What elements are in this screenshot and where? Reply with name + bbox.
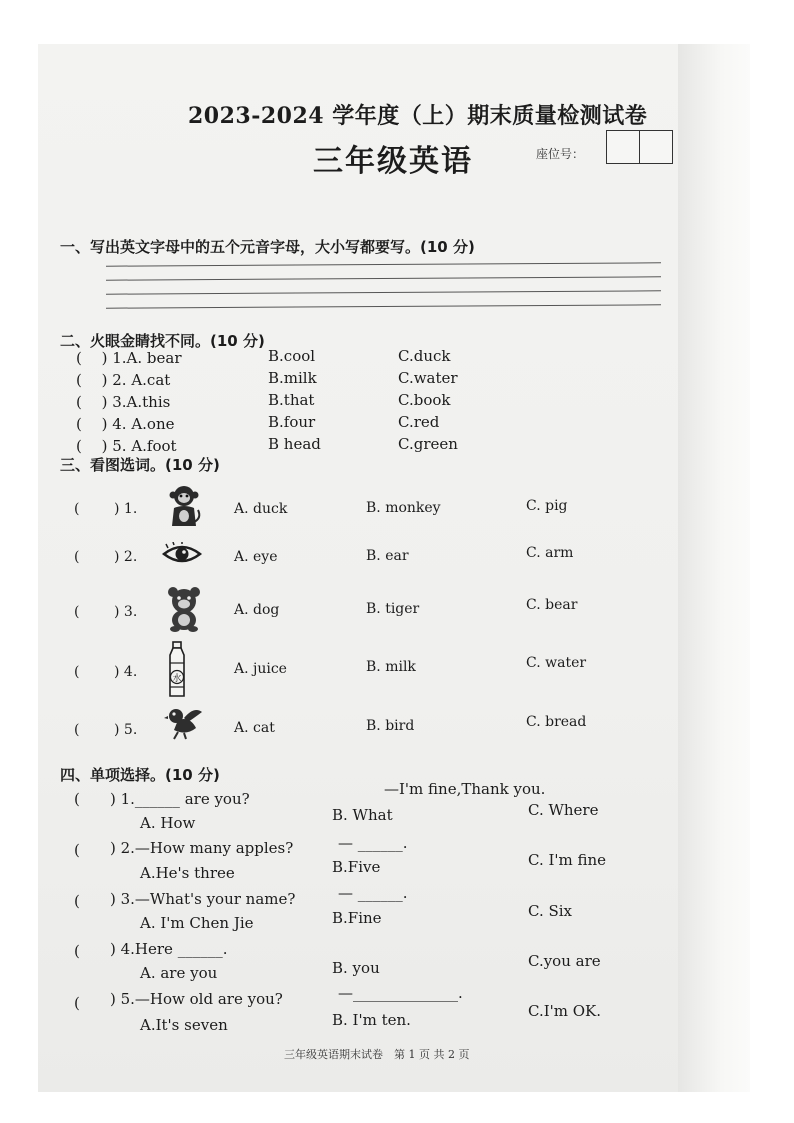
s3-q4-option-b: B. milk bbox=[366, 659, 416, 675]
s2-q1-option-b: B.cool bbox=[268, 347, 316, 365]
s3-q1-option-b: B. monkey bbox=[366, 500, 441, 516]
s4-q1-reply: —I'm fine,Thank you. bbox=[384, 780, 546, 798]
exam-title: 2023-2024 学年度（上）期末质量检测试卷 bbox=[188, 103, 648, 129]
page-edge-shadow bbox=[678, 44, 750, 1092]
section1-title: 一、写出英文字母中的五个元音字母，大小写都要写。(10 分) bbox=[60, 238, 475, 256]
seat-number-box-2[interactable] bbox=[639, 130, 673, 164]
s4-q5-question: ) 5.—How old are you? bbox=[110, 990, 283, 1008]
s3-q5-option-a: A. cat bbox=[234, 720, 275, 736]
s3-q3-option-a: A. dog bbox=[234, 602, 280, 618]
s4-q1-option-b: B. What bbox=[332, 806, 393, 824]
monkey-icon bbox=[166, 484, 202, 528]
s4-q1-question: ) 1.______ are you? bbox=[110, 790, 250, 808]
s4-q3-reply: — ______. bbox=[338, 884, 408, 902]
bird-icon bbox=[164, 706, 204, 740]
s4-q1-paren: ( bbox=[74, 790, 80, 808]
s4-q2-reply: — ______. bbox=[338, 834, 408, 852]
s3-q3-paren: ( bbox=[74, 604, 80, 620]
s3-q4-option-a: A. juice bbox=[234, 661, 287, 677]
s2-q3-option-b: B.that bbox=[268, 391, 315, 409]
s3-q2-option-c: C. arm bbox=[526, 545, 574, 561]
s3-q2-number: ) 2. bbox=[114, 549, 138, 565]
s2-q4-option-a: ( ) 4. A.one bbox=[76, 415, 175, 433]
s4-q2-option-a: A.He's three bbox=[140, 864, 235, 882]
s2-q5-option-a: ( ) 5. A.foot bbox=[76, 437, 177, 455]
s4-q2-question: ) 2.—How many apples? bbox=[110, 839, 294, 857]
s4-q1-option-a: A. How bbox=[140, 814, 196, 832]
s4-q5-option-c: C.I'm OK. bbox=[528, 1002, 602, 1020]
s4-q4-option-b: B. you bbox=[332, 959, 380, 977]
s4-q2-paren: ( bbox=[74, 841, 80, 859]
s3-q1-paren: ( bbox=[74, 501, 80, 517]
s4-q3-option-b: B.Fine bbox=[332, 909, 382, 927]
s2-q2-option-a: ( ) 2. A.cat bbox=[76, 371, 171, 389]
section2-title: 二、火眼金睛找不同。(10 分) bbox=[60, 332, 265, 350]
s2-q2-option-b: B.milk bbox=[268, 369, 317, 387]
s4-q5-reply: —______________. bbox=[338, 984, 463, 1002]
s3-q5-option-b: B. bird bbox=[366, 718, 415, 734]
water-bottle-icon bbox=[164, 641, 190, 699]
section3-title: 三、看图选词。(10 分) bbox=[60, 456, 220, 474]
exam-subtitle: 三年级英语 bbox=[313, 144, 473, 179]
eye-icon bbox=[162, 542, 202, 566]
s2-q3-option-c: C.book bbox=[398, 391, 451, 409]
s2-q5-option-c: C.green bbox=[398, 435, 458, 453]
s4-q3-question: ) 3.—What's your name? bbox=[110, 890, 296, 908]
s3-q2-paren: ( bbox=[74, 549, 80, 565]
s3-q4-option-c: C. water bbox=[526, 655, 587, 671]
s4-q3-option-c: C. Six bbox=[528, 902, 573, 920]
exam-paper bbox=[38, 44, 678, 1092]
s4-q4-question: ) 4.Here ______. bbox=[110, 940, 228, 958]
s3-q2-option-b: B. ear bbox=[366, 548, 409, 564]
s3-q5-number: ) 5. bbox=[114, 722, 138, 738]
s2-q1-option-a: ( ) 1.A. bear bbox=[76, 349, 182, 367]
s4-q5-option-b: B. I'm ten. bbox=[332, 1011, 411, 1029]
s3-q3-option-c: C. bear bbox=[526, 597, 578, 613]
s3-q2-option-a: A. eye bbox=[234, 549, 278, 565]
s2-q3-option-a: ( ) 3.A.this bbox=[76, 393, 171, 411]
s3-q3-number: ) 3. bbox=[114, 604, 138, 620]
seat-number-box-1[interactable] bbox=[606, 130, 640, 164]
s3-q1-option-a: A. duck bbox=[234, 501, 288, 517]
s4-q2-option-c: C. I'm fine bbox=[528, 851, 607, 869]
section4-title: 四、单项选择。(10 分) bbox=[60, 766, 220, 784]
s2-q2-option-c: C.water bbox=[398, 369, 458, 387]
s4-q5-paren: ( bbox=[74, 994, 80, 1012]
seat-number-label: 座位号： bbox=[536, 147, 585, 161]
s4-q1-option-c: C. Where bbox=[528, 801, 599, 819]
s3-q4-number: ) 4. bbox=[114, 664, 138, 680]
exam-photo bbox=[38, 44, 750, 1092]
s2-q1-option-c: C.duck bbox=[398, 347, 451, 365]
bottle-label: 水 bbox=[172, 674, 182, 684]
s3-q5-paren: ( bbox=[74, 722, 80, 738]
bear-icon bbox=[164, 584, 204, 632]
s4-q3-paren: ( bbox=[74, 892, 80, 910]
s2-q5-option-b: B head bbox=[268, 435, 321, 453]
s3-q3-option-b: B. tiger bbox=[366, 601, 420, 617]
s4-q2-option-b: B.Five bbox=[332, 858, 381, 876]
s4-q4-option-c: C.you are bbox=[528, 952, 601, 970]
s4-q4-paren: ( bbox=[74, 942, 80, 960]
s3-q1-number: ) 1. bbox=[114, 501, 138, 517]
page-footer: 三年级英语期末试卷 第 1 页 共 2 页 bbox=[284, 1048, 470, 1061]
s4-q3-option-a: A. I'm Chen Jie bbox=[140, 914, 254, 932]
s4-q4-option-a: A. are you bbox=[140, 964, 218, 982]
s4-q5-option-a: A.It's seven bbox=[140, 1016, 228, 1034]
s3-q4-paren: ( bbox=[74, 664, 80, 680]
s2-q4-option-c: C.red bbox=[398, 413, 440, 431]
s2-q4-option-b: B.four bbox=[268, 413, 316, 431]
s3-q1-option-c: C. pig bbox=[526, 498, 568, 514]
s3-q5-option-c: C. bread bbox=[526, 714, 587, 730]
